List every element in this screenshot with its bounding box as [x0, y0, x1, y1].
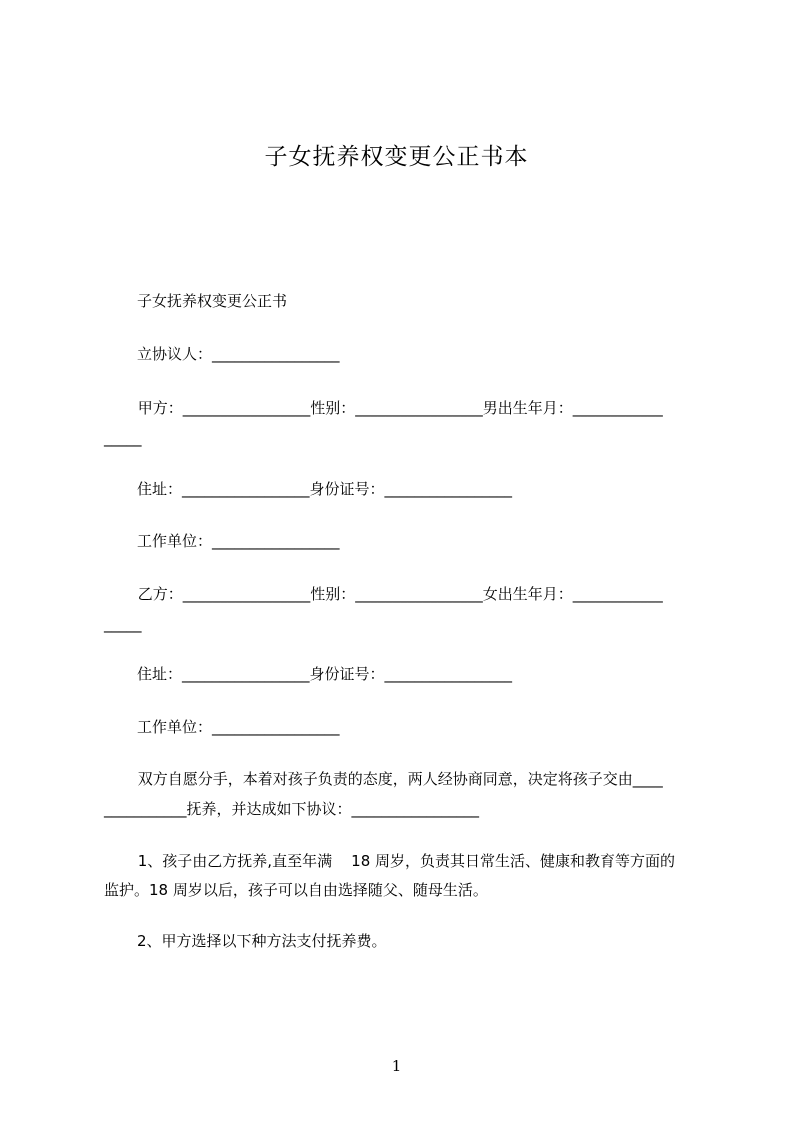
page-number: 1 [391, 1057, 402, 1075]
agreement-intro-continued: ___________抚养，并达成如下协议：_________________ [104, 800, 480, 818]
party-a-address: 住址：_________________身份证号：_________________ [137, 480, 513, 498]
party-b-address: 住址：_________________身份证号：_________________ [137, 665, 513, 683]
clause-1: 1、孩子由乙方抚养,直至年满 18 周岁，负责其日常生活、健康和教育等方面的 [133, 852, 676, 870]
document-title: 子女抚养权变更公正书本 [264, 144, 529, 170]
party-a-info-continued: _____ [104, 429, 142, 447]
agreement-intro: 双方自愿分手，本着对孩子负责的态度，两人经协商同意，决定将孩子交由____ [133, 770, 663, 788]
document-subtitle: 子女抚养权变更公正书 [137, 292, 288, 310]
party-a-employer: 工作单位：_________________ [137, 532, 340, 550]
signatory-field: 立协议人：_________________ [137, 345, 340, 363]
party-a-info: 甲方：_________________性别：_________________男出生年月：____________ [133, 399, 663, 417]
party-b-info-continued: _____ [104, 615, 142, 633]
clause-2: 2、甲方选择以下种方法支付抚养费。 [137, 932, 387, 950]
party-b-employer: 工作单位：_________________ [137, 718, 340, 736]
party-b-info: 乙方：_________________性别：_________________女出生年月：____________ [133, 585, 663, 603]
clause-1-continued: 监护。18 周岁以后，孩子可以自由选择随父、随母生活。 [104, 881, 488, 899]
